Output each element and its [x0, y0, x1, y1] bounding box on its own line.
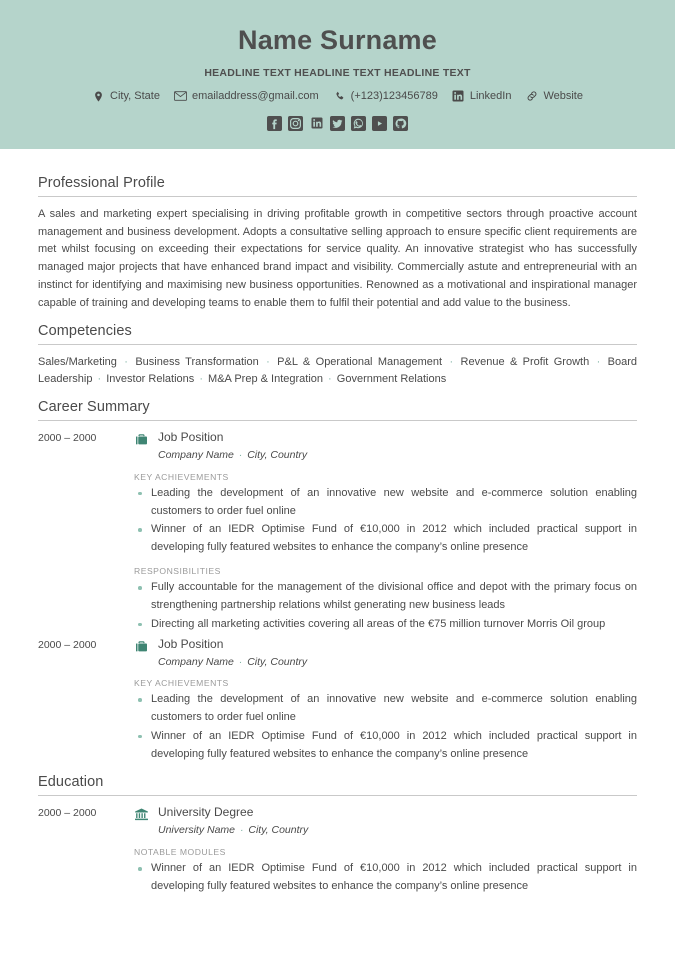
entry-location: City, Country: [247, 655, 308, 668]
entry-title: Job Position: [158, 430, 224, 445]
entry-bullet: Fully accountable for the management of the divisional office and depot with the primary focus on strengthening partnership relations whilst generating new business leads: [134, 579, 637, 615]
entry-bullet: Winner of an IEDR Optimise Fund of €10,000 in 2012 which included practical support in developing fully featured websites to enhance the company’s online presence: [134, 728, 637, 764]
entry-subtitle-separator: ·: [237, 824, 247, 837]
social-links-row: [0, 116, 675, 131]
contact-item-label: City, State: [110, 90, 160, 103]
facebook-icon[interactable]: [267, 116, 282, 131]
section-education: [38, 774, 637, 896]
competency-separator: ·: [118, 355, 134, 368]
github-icon[interactable]: [393, 116, 408, 131]
competency-separator: ·: [196, 373, 207, 386]
profile-paragraph: A sales and marketing expert specialising in driving profitable growth in competitive sectors through proactive account management and business development. Adopts a consultative selling approach to ensure specific client requirements are met whilst focusing on exceeding their expectations for service quality. An innovative strategist who has successfully managed major projects that have enhanced brand impact and visibility. Commercially astute and entrepreneurial with an instinct for identifying and maximising new business opportunities. Renowned as a motivational and inspirational manager capable of training and developing teams to enable them to fulfil their potential and add value to the business.: [38, 207, 637, 309]
phone-icon: [333, 90, 346, 103]
entry-bullet-list: [134, 579, 637, 633]
contact-item-link[interactable]: [520, 90, 588, 103]
entry-main: [134, 805, 637, 896]
entry-group-label: NOTABLE MODULES: [134, 847, 226, 858]
contact-item-label: (+123)123456789: [350, 90, 438, 103]
cv-header: [0, 0, 675, 149]
entry-bullet: Leading the development of an innovative new website and e-commerce solution enabling customers to order fuel online: [134, 691, 637, 727]
competency-item: Government Relations: [336, 373, 447, 386]
entry-title: Job Position: [158, 636, 224, 651]
competency-item: Business Transformation: [135, 355, 259, 368]
education-entry: [38, 805, 637, 896]
entry-main: [134, 430, 637, 634]
entry-bullet: Winner of an IEDR Optimise Fund of €10,000 in 2012 which included practical support in developing fully featured websites to enhance the company’s online presence: [134, 521, 637, 557]
entry-subtitle: [134, 656, 637, 670]
contact-item-label: emailaddress@gmail.com: [191, 90, 319, 103]
entry-head: [134, 637, 637, 654]
contact-item-phone[interactable]: [328, 90, 443, 103]
section-professional-profile: [38, 175, 637, 313]
map-pin-icon: [92, 90, 105, 103]
entry-bullet-list: [134, 860, 637, 896]
linkedin-icon: [452, 90, 465, 103]
entry-details: [134, 472, 637, 634]
competency-separator: ·: [260, 355, 276, 368]
entry-date: 2000 – 2000: [38, 432, 97, 445]
competency-item: Sales/Marketing: [38, 355, 117, 368]
entry-subtitle-separator: ·: [235, 449, 246, 462]
contact-item-envelope[interactable]: [169, 90, 324, 103]
entry-bullet-list: [134, 691, 637, 763]
entry-organisation: Company Name: [158, 449, 234, 462]
link-icon: [525, 90, 538, 103]
entry-organisation: University Name: [158, 824, 236, 837]
youtube-icon[interactable]: [372, 116, 387, 131]
section-career-summary: [38, 399, 637, 764]
entry-bullet: Winner of an IEDR Optimise Fund of €10,000 in 2012 which included practical support in developing fully featured websites to enhance the company’s online presence: [134, 860, 637, 896]
entry-details: [134, 678, 637, 763]
whatsapp-icon[interactable]: [351, 116, 366, 131]
contact-item-label: LinkedIn: [469, 90, 512, 103]
entry-group-label: KEY ACHIEVEMENTS: [134, 471, 229, 482]
contact-item-label: Website: [543, 90, 583, 103]
competency-separator: ·: [444, 355, 459, 368]
entry-title: University Degree: [158, 805, 254, 820]
entry-date: 2000 – 2000: [38, 638, 97, 651]
entry-head: [134, 430, 637, 447]
entry-organisation: Company Name: [158, 655, 234, 668]
entry-subtitle: [134, 824, 637, 838]
university-icon: [134, 807, 149, 822]
career-entries: [38, 421, 637, 764]
competency-item: P&L & Operational Management: [277, 355, 443, 368]
instagram-icon[interactable]: [288, 116, 303, 131]
linkedin-icon[interactable]: [309, 116, 324, 131]
section-title-education: Education: [38, 774, 637, 796]
entry-bullet: Directing all marketing activities covering all areas of the €75 million turnover Morris Oil group: [134, 616, 637, 634]
competency-separator: ·: [94, 373, 105, 386]
briefcase-icon: [134, 639, 149, 654]
competency-item: Investor Relations: [106, 373, 195, 386]
career-entry: [38, 637, 637, 765]
competency-list: [38, 354, 637, 390]
education-entries: [38, 796, 637, 896]
entry-group-label: RESPONSIBILITIES: [134, 566, 221, 577]
section-title-competencies: Competencies: [38, 323, 637, 345]
twitter-icon[interactable]: [330, 116, 345, 131]
entry-bullet-list: [134, 485, 637, 557]
contact-item-map-pin[interactable]: [87, 90, 165, 103]
section-title-career: Career Summary: [38, 399, 637, 421]
headline-text: HEADLINE TEXT HEADLINE TEXT HEADLINE TEXT: [204, 66, 471, 79]
competency-separator: ·: [591, 355, 606, 368]
competency-item: Revenue & Profit Growth: [460, 355, 590, 368]
contact-row: [0, 90, 675, 103]
entry-location: City, Country: [247, 449, 308, 462]
briefcase-icon: [134, 432, 149, 447]
contact-item-linkedin[interactable]: [447, 90, 517, 103]
competency-separator: ·: [325, 373, 335, 386]
entry-group-label: KEY ACHIEVEMENTS: [134, 678, 229, 689]
entry-location: City, Country: [248, 824, 309, 837]
cv-body: [0, 149, 675, 897]
page-title: Name Surname: [238, 25, 437, 55]
entry-date: 2000 – 2000: [38, 807, 97, 820]
section-competencies: [38, 323, 637, 390]
envelope-icon: [174, 90, 187, 103]
competency-item: Board Leadership: [38, 355, 637, 386]
entry-subtitle: [134, 449, 637, 463]
entry-bullet: Leading the development of an innovative new website and e-commerce solution enabling customers to order fuel online: [134, 485, 637, 521]
career-entry: [38, 430, 637, 634]
entry-subtitle-separator: ·: [235, 655, 246, 668]
section-title-profile: Professional Profile: [38, 175, 637, 197]
entry-head: [134, 805, 637, 822]
competency-item: M&A Prep & Integration: [208, 373, 323, 386]
entry-details: [134, 847, 637, 896]
entry-main: [134, 637, 637, 765]
